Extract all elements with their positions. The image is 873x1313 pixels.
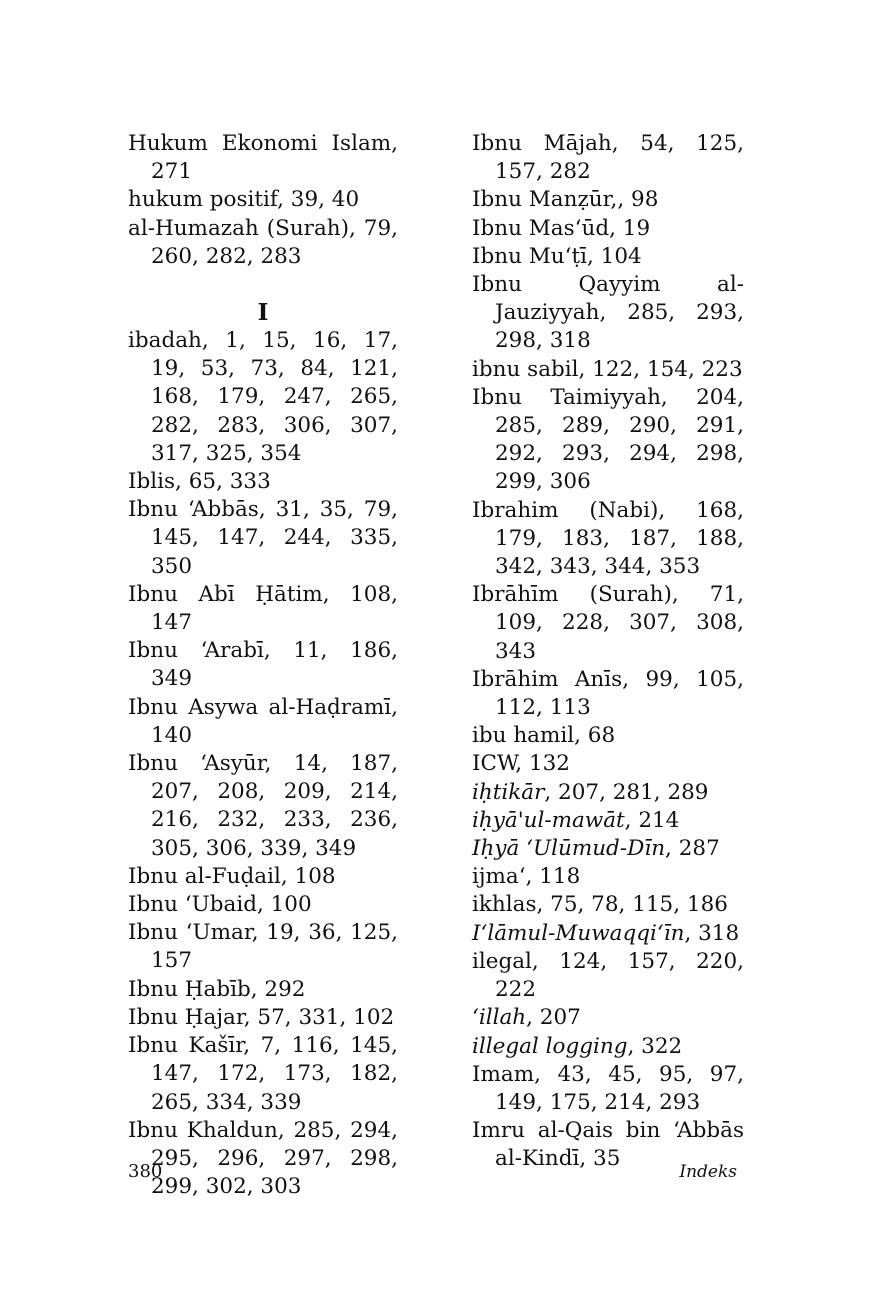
index-entry: Ibnu Qayyim al-Jauziyyah, 285, 293, 298, 318 xyxy=(472,272,744,354)
index-entry: Ibnu ‘Arabī, 11, 186, 349 xyxy=(128,638,398,692)
italic-term: ‘illah xyxy=(472,1005,527,1031)
index-entry: Iblis, 65, 333 xyxy=(128,469,271,495)
index-entry: hukum positif, 39, 40 xyxy=(128,187,360,213)
index-entry: Ibnu ‘Asyūr, 14, 187, 207, 208, 209, 214, 216, 232, 233, 236, 305, 306, 339, 349 xyxy=(128,751,398,861)
index-entry: ikhlas, 75, 78, 115, 186 xyxy=(472,892,728,918)
index-entry: Ibnu ‘Umar, 19, 36, 125, 157 xyxy=(128,920,398,974)
italic-term: iḥtikār xyxy=(472,779,545,805)
index-entry: Imru al-Qais bin ‘Abbās al-Kindī, 35 xyxy=(472,1118,744,1172)
index-entry-italic xyxy=(472,779,744,807)
index-entry: Ibnu ‘Abbās, 31, 35, 79, 145, 147, 244, 335, 350 xyxy=(128,497,398,579)
index-entry: ICW, 132 xyxy=(472,751,570,777)
page-refs: , 214 xyxy=(624,807,680,833)
running-footer-title: Indeks xyxy=(679,1162,737,1182)
index-entry: Ibnu Manẓūr,, 98 xyxy=(472,187,659,213)
page-refs: , 318 xyxy=(684,920,740,946)
index-column-right xyxy=(472,130,744,1174)
index-entry: ibadah, 1, 15, 16, 17, 19, 53, 73, 84, 121, 168, 179, 247, 265, 282, 283, 306, 307, 317, 325, 354 xyxy=(128,328,398,466)
italic-term: iḥyā'ul-mawāt xyxy=(472,807,625,833)
index-entry: Ibnu Mājah, 54, 125, 157, 282 xyxy=(472,131,744,185)
index-entry: Ibnu Khaldun, 285, 294, 295, 296, 297, 298, 299, 302, 303 xyxy=(128,1117,398,1200)
page-refs: , 207, 281, 289 xyxy=(544,779,709,805)
index-entry: ilegal, 124, 157, 220, 222 xyxy=(472,948,744,1003)
italic-term: illegal logging xyxy=(472,1033,628,1059)
index-column-left xyxy=(128,130,398,1201)
index-entry: Ibnu Ḥajar, 57, 331, 102 xyxy=(128,1004,395,1030)
index-entry-italic xyxy=(472,1033,744,1061)
index-entry: ibu hamil, 68 xyxy=(472,723,616,749)
index-entry: Ibnu al-Fuḍail, 108 xyxy=(128,863,336,889)
index-entry: Ibnu Mas‘ūd, 19 xyxy=(472,215,651,241)
index-entry-italic xyxy=(472,1004,744,1032)
index-entry: Ibrāhīm (Surah), 71, 109, 228, 307, 308, 343 xyxy=(472,582,744,664)
index-entry: Imam, 43, 45, 95, 97, 149, 175, 214, 293 xyxy=(472,1061,744,1115)
index-entry: Ibrāhim Anīs, 99, 105, 112, 113 xyxy=(472,666,744,721)
index-entry: Hukum Ekonomi Islam, 271 xyxy=(128,131,398,185)
index-entry: Ibnu Taimiyyah, 204, 285, 289, 290, 291, 292, 293, 294, 298, 299, 306 xyxy=(472,384,744,495)
index-entry: Ibnu Kašīr, 7, 116, 145, 147, 172, 173, 182, 265, 334, 339 xyxy=(128,1033,398,1115)
index-entry-italic xyxy=(472,920,744,948)
index-entry: al-Humazah (Surah), 79, 260, 282, 283 xyxy=(128,215,398,269)
index-entry: Ibnu ‘Ubaid, 100 xyxy=(128,892,312,918)
section-letter-heading: I xyxy=(257,299,269,327)
page-refs: , 287 xyxy=(665,836,720,862)
index-entry: ibnu sabil, 122, 154, 223 xyxy=(472,356,743,382)
index-entry: Ibnu Abī Ḥātim, 108, 147 xyxy=(128,581,398,636)
italic-term: Iḥyā ‘Ulūmud-Dīn xyxy=(472,836,666,862)
index-entry: Ibrahim (Nabi), 168, 179, 183, 187, 188, 342, 343, 344, 353 xyxy=(472,497,744,580)
index-entry: Ibnu Ḥabīb, 292 xyxy=(128,976,306,1002)
page-refs: , 322 xyxy=(627,1033,683,1059)
index-entry: Ibnu Mu‘ṭī, 104 xyxy=(472,243,642,269)
index-entry-italic xyxy=(472,807,744,835)
page-refs: , 207 xyxy=(526,1005,581,1031)
index-entry: ijma‘, 118 xyxy=(472,864,581,890)
italic-term: I‘lāmul-Muwaqqi‘īn xyxy=(472,920,685,946)
index-entry: Ibnu Asywa al-Haḍramī, 140 xyxy=(128,694,398,748)
index-entry-italic xyxy=(472,835,744,863)
page-number: 380 xyxy=(128,1161,163,1182)
